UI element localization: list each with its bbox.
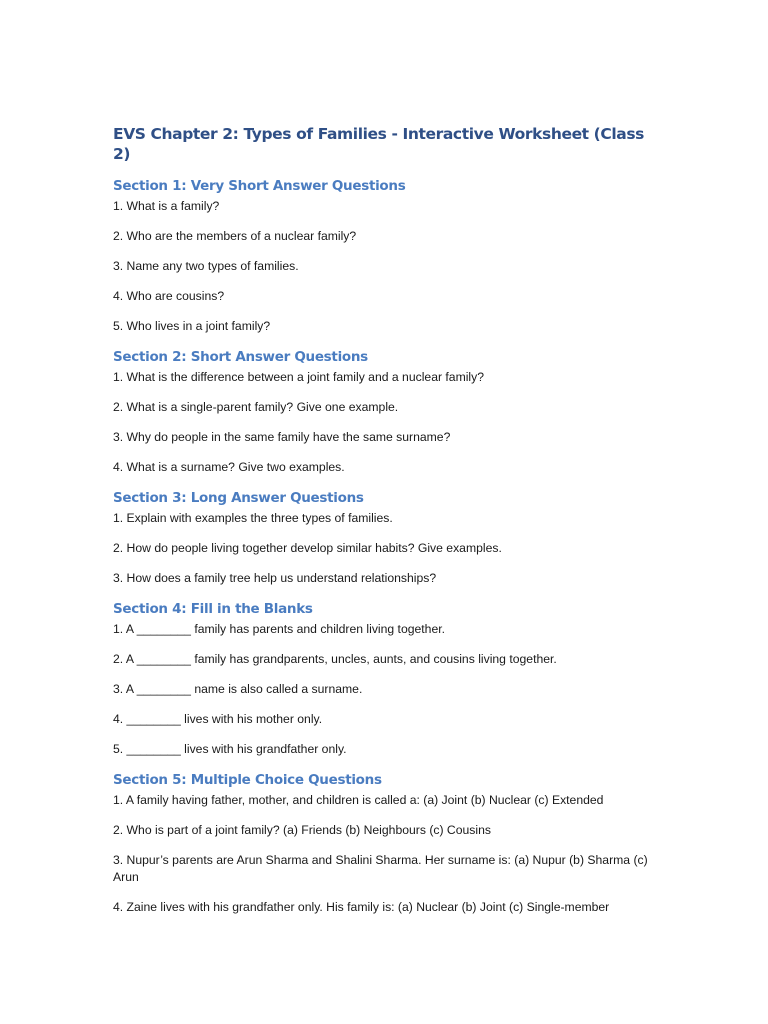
section-5 [113, 771, 658, 916]
fill-blank-question: 3. A ________ name is also called a surname. [113, 682, 363, 696]
fill-blank-question: 4. ________ lives with his mother only. [113, 712, 323, 726]
question: 1. What is a family? [113, 199, 220, 213]
worksheet-page [113, 124, 658, 929]
worksheet-title: EVS Chapter 2: Types of Families - Interactive Worksheet (Class 2) [113, 125, 644, 163]
section-2 [113, 348, 658, 476]
question: 2. What is a single-parent family? Give one example. [113, 400, 399, 414]
section-4 [113, 600, 658, 758]
mcq-question: 4. Zaine lives with his grandfather only. His family is: (a) Nuclear (b) Joint (c) Single-member [113, 900, 610, 914]
mcq-question: 2. Who is part of a joint family? (a) Friends (b) Neighbours (c) Cousins [113, 823, 491, 837]
fill-blank-question: 5. ________ lives with his grandfather only. [113, 742, 347, 756]
question: 1. Explain with examples the three types of families. [113, 511, 393, 525]
question: 4. What is a surname? Give two examples. [113, 460, 345, 474]
question: 3. Name any two types of families. [113, 259, 299, 273]
section-heading: Section 2: Short Answer Questions [113, 349, 368, 365]
section-3 [113, 489, 658, 587]
question: 2. Who are the members of a nuclear family? [113, 229, 357, 243]
section-heading: Section 3: Long Answer Questions [113, 490, 364, 506]
section-heading: Section 5: Multiple Choice Questions [113, 772, 382, 788]
mcq-question: 3. Nupur’s parents are Arun Sharma and Shalini Sharma. Her surname is: (a) Nupur (b) Sharma (c) Arun [113, 853, 648, 884]
question: 5. Who lives in a joint family? [113, 319, 271, 333]
question: 3. How does a family tree help us understand relationships? [113, 571, 437, 585]
question: 3. Why do people in the same family have the same surname? [113, 430, 451, 444]
question: 2. How do people living together develop similar habits? Give examples. [113, 541, 502, 555]
section-1 [113, 177, 658, 335]
section-heading: Section 4: Fill in the Blanks [113, 601, 313, 617]
question: 4. Who are cousins? [113, 289, 225, 303]
section-heading: Section 1: Very Short Answer Questions [113, 178, 406, 194]
question: 1. What is the difference between a joint family and a nuclear family? [113, 370, 485, 384]
mcq-question: 1. A family having father, mother, and children is called a: (a) Joint (b) Nuclear (c) Extended [113, 793, 604, 807]
fill-blank-question: 1. A ________ family has parents and children living together. [113, 622, 445, 636]
fill-blank-question: 2. A ________ family has grandparents, uncles, aunts, and cousins living together. [113, 652, 557, 666]
